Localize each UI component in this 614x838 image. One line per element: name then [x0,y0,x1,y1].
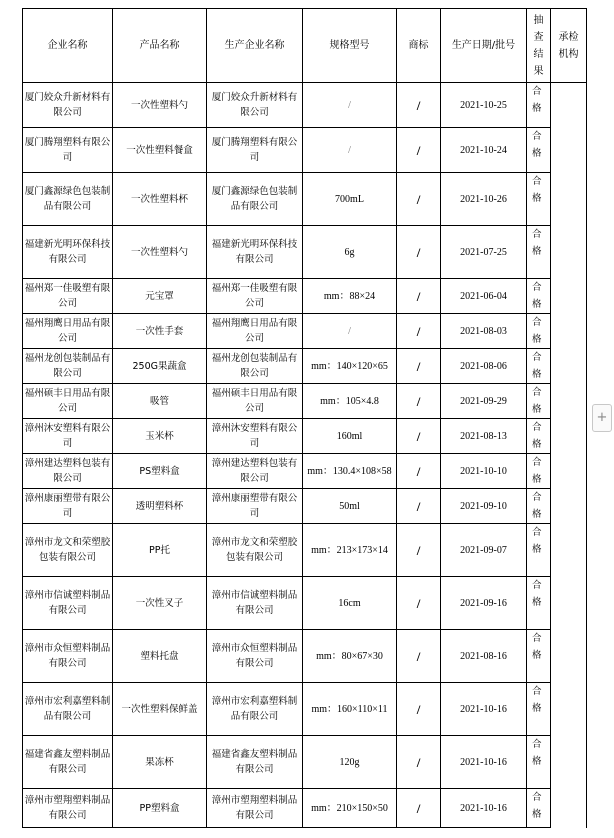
cell-brand: / [397,384,441,419]
cell-producer: 福州郑一佳吸塑有限公司 [207,279,303,314]
cell-result-text: 合格 [532,229,542,257]
cell-spec: 160ml [303,419,397,454]
table-row [23,226,587,279]
header-brand: 商标 [397,9,441,83]
table-row [23,173,587,226]
cell-date: 2021-10-16 [441,683,527,736]
cell-spec: / [303,128,397,173]
header-institution-text: 承检机构 [558,31,579,60]
cell-date: 2021-10-10 [441,454,527,489]
cell-producer: 福建新光明环保科技有限公司 [207,226,303,279]
header-producer: 生产企业名称 [207,9,303,83]
cell-spec: / [303,83,397,128]
cell-producer: 漳州市众恒塑料制品有限公司 [207,630,303,683]
cell-spec: 6g [303,226,397,279]
cell-date: 2021-10-25 [441,83,527,128]
cell-result [527,384,551,419]
header-date-batch: 生产日期/批号 [441,9,527,83]
cell-spec: mm：210×150×50 [303,789,397,828]
cell-producer: 厦门姣众升新材料有限公司 [207,83,303,128]
cell-brand: / [397,736,441,789]
cell-institution [551,524,587,577]
cell-producer: 福州硕丰日用品有限公司 [207,384,303,419]
table-row [23,789,587,828]
cell-spec: mm：140×120×65 [303,349,397,384]
cell-result-text: 合格 [532,492,542,520]
cell-result-text: 合格 [532,176,542,204]
cell-date: 2021-09-07 [441,524,527,577]
cell-brand: / [397,454,441,489]
add-row-button[interactable]: + [592,404,612,432]
cell-spec: mm：80×67×30 [303,630,397,683]
cell-brand: / [397,524,441,577]
cell-result-text: 合格 [532,86,542,114]
cell-spec: 16cm [303,577,397,630]
cell-spec: mm：213×173×14 [303,524,397,577]
cell-producer: 漳州市宏利嘉塑料制品有限公司 [207,683,303,736]
cell-date: 2021-06-04 [441,279,527,314]
cell-date: 2021-10-24 [441,128,527,173]
cell-institution [551,128,587,173]
cell-producer: 漳州康丽塑带有限公司 [207,489,303,524]
cell-date: 2021-07-25 [441,226,527,279]
cell-product: 透明塑料杯 [113,489,207,524]
table-row [23,577,587,630]
cell-spec: mm：105×4.8 [303,384,397,419]
cell-enterprise: 漳州市众恒塑料制品有限公司 [23,630,113,683]
cell-result [527,314,551,349]
cell-product: 一次性手套 [113,314,207,349]
cell-product: 一次性塑料勺 [113,83,207,128]
cell-product: 一次性塑料餐盒 [113,128,207,173]
cell-result-text: 合格 [532,422,542,450]
cell-result [527,454,551,489]
cell-result-text: 合格 [532,527,542,555]
cell-brand: / [397,83,441,128]
cell-enterprise: 福州郑一佳吸塑有限公司 [23,279,113,314]
table-row [23,736,587,789]
cell-brand: / [397,314,441,349]
cell-spec: mm：130.4×108×58 [303,454,397,489]
table-row [23,419,587,454]
cell-spec: mm：88×24 [303,279,397,314]
cell-result-text: 合格 [532,387,542,415]
cell-institution [551,630,587,683]
cell-enterprise: 福建省鑫友塑料制品有限公司 [23,736,113,789]
cell-result [527,83,551,128]
header-product: 产品名称 [113,9,207,83]
cell-enterprise: 厦门腾翔塑料有限公司 [23,128,113,173]
cell-date: 2021-08-16 [441,630,527,683]
cell-brand: / [397,630,441,683]
cell-institution [551,314,587,349]
cell-institution [551,489,587,524]
cell-enterprise: 漳州市宏利嘉塑料制品有限公司 [23,683,113,736]
table-row [23,683,587,736]
table-row [23,83,587,128]
cell-institution [551,419,587,454]
cell-result-text: 合格 [532,580,542,608]
cell-producer: 漳州沐安塑料有限公司 [207,419,303,454]
cell-product: 玉米杯 [113,419,207,454]
header-result [527,9,551,83]
cell-producer: 福州龙创包装制品有限公司 [207,349,303,384]
cell-enterprise: 福建新光明环保科技有限公司 [23,226,113,279]
cell-institution [551,789,587,828]
cell-brand: / [397,489,441,524]
cell-result-text: 合格 [532,686,542,714]
cell-result [527,349,551,384]
cell-brand: / [397,128,441,173]
table-row [23,630,587,683]
cell-enterprise: 漳州市信诚塑料制品有限公司 [23,577,113,630]
cell-institution [551,454,587,489]
cell-result-text: 合格 [532,792,542,820]
cell-enterprise: 漳州建达塑料包装有限公司 [23,454,113,489]
cell-date: 2021-10-16 [441,736,527,789]
header-spec: 规格型号 [303,9,397,83]
cell-brand: / [397,349,441,384]
table-header-row [23,9,587,83]
cell-product: 吸管 [113,384,207,419]
table-row [23,349,587,384]
cell-brand: / [397,173,441,226]
cell-date: 2021-08-06 [441,349,527,384]
header-result-text: 抽查结果 [533,14,544,77]
cell-date: 2021-08-03 [441,314,527,349]
table-row [23,128,587,173]
cell-result-text: 合格 [532,131,542,159]
cell-date: 2021-09-10 [441,489,527,524]
cell-result [527,226,551,279]
cell-result-text: 合格 [532,633,542,661]
table-row [23,454,587,489]
cell-result-text: 合格 [532,317,542,345]
cell-enterprise: 漳州市龙文和荣塑胶包装有限公司 [23,524,113,577]
cell-spec: 120g [303,736,397,789]
cell-result [527,419,551,454]
cell-enterprise: 厦门姣众升新材料有限公司 [23,83,113,128]
cell-result [527,630,551,683]
cell-producer: 福州翔鹰日用品有限公司 [207,314,303,349]
table-row [23,279,587,314]
cell-producer: 厦门腾翔塑料有限公司 [207,128,303,173]
cell-result-text: 合格 [532,739,542,767]
cell-product: 一次性塑料保鲜盖 [113,683,207,736]
table-row [23,384,587,419]
cell-spec: mm：160×110×11 [303,683,397,736]
cell-product: 一次性塑料勺 [113,226,207,279]
header-institution [551,9,587,83]
cell-producer: 漳州建达塑料包装有限公司 [207,454,303,489]
cell-institution [551,384,587,419]
cell-result [527,736,551,789]
cell-enterprise: 漳州沐安塑料有限公司 [23,419,113,454]
table-row [23,489,587,524]
cell-spec: / [303,314,397,349]
cell-result-text: 合格 [532,457,542,485]
cell-product: PS塑料盒 [113,454,207,489]
cell-result-text: 合格 [532,282,542,310]
cell-result [527,173,551,226]
cell-product: PP塑料盒 [113,789,207,828]
cell-institution [551,83,587,128]
cell-enterprise: 福州龙创包装制品有限公司 [23,349,113,384]
cell-enterprise: 厦门鑫源绿色包装制品有限公司 [23,173,113,226]
cell-spec: 700mL [303,173,397,226]
cell-producer: 福建省鑫友塑料制品有限公司 [207,736,303,789]
cell-product: 果冻杯 [113,736,207,789]
cell-date: 2021-10-26 [441,173,527,226]
cell-result [527,489,551,524]
cell-spec: 50ml [303,489,397,524]
cell-product: 一次性叉子 [113,577,207,630]
cell-institution [551,349,587,384]
cell-result [527,524,551,577]
cell-producer: 漳州市塑翔塑料制品有限公司 [207,789,303,828]
cell-institution [551,279,587,314]
cell-enterprise: 漳州市塑翔塑料制品有限公司 [23,789,113,828]
cell-result-text: 合格 [532,352,542,380]
cell-result [527,577,551,630]
cell-product: PP托 [113,524,207,577]
cell-brand: / [397,226,441,279]
table-row [23,314,587,349]
cell-producer: 漳州市信诚塑料制品有限公司 [207,577,303,630]
table-row [23,524,587,577]
cell-producer: 漳州市龙文和荣塑胶包装有限公司 [207,524,303,577]
cell-brand: / [397,577,441,630]
cell-brand: / [397,279,441,314]
cell-brand: / [397,683,441,736]
cell-result [527,789,551,828]
cell-brand: / [397,789,441,828]
cell-institution [551,226,587,279]
cell-brand: / [397,419,441,454]
cell-enterprise: 漳州康丽塑带有限公司 [23,489,113,524]
header-enterprise: 企业名称 [23,9,113,83]
cell-enterprise: 福州翔鹰日用品有限公司 [23,314,113,349]
cell-producer: 厦门鑫源绿色包装制品有限公司 [207,173,303,226]
cell-product: 250G果蔬盒 [113,349,207,384]
cell-institution [551,683,587,736]
cell-date: 2021-09-16 [441,577,527,630]
cell-date: 2021-10-16 [441,789,527,828]
cell-institution [551,173,587,226]
cell-institution [551,577,587,630]
cell-date: 2021-08-13 [441,419,527,454]
cell-product: 一次性塑料杯 [113,173,207,226]
inspection-results-table [22,8,587,828]
cell-date: 2021-09-29 [441,384,527,419]
cell-result [527,128,551,173]
cell-enterprise: 福州硕丰日用品有限公司 [23,384,113,419]
cell-result [527,279,551,314]
cell-product: 元宝罩 [113,279,207,314]
cell-result [527,683,551,736]
cell-institution [551,736,587,789]
cell-product: 塑料托盘 [113,630,207,683]
